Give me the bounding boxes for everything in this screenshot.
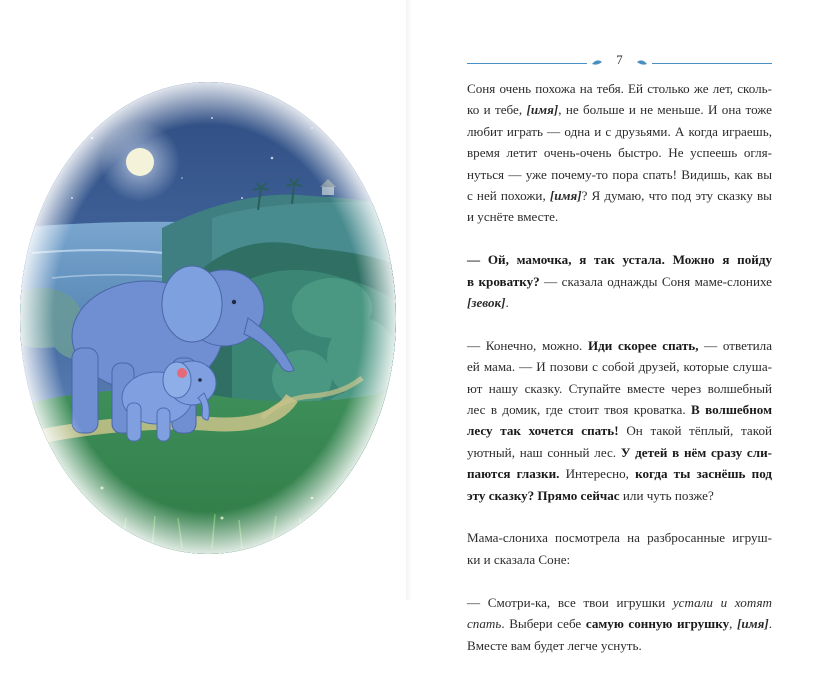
text-line [467, 356, 772, 377]
text-line [467, 78, 772, 99]
text-run: Соня очень похожа на тебя. Ей столько же лет, сколь- [467, 81, 772, 96]
text-run: ко и тебе, [467, 102, 527, 118]
text-line [467, 592, 772, 613]
text-line [467, 271, 772, 292]
name-placeholder: [имя] [526, 102, 559, 118]
text-line [467, 249, 772, 270]
text-run: ? Я думаю, что под эту сказку вы [581, 188, 772, 204]
text-run: — Смотри-ка, все твои игрушки [467, 594, 673, 610]
text-run: ей мама. — И позови с собой друзей, которые слуша- [467, 359, 772, 375]
text-run: спать [467, 616, 502, 632]
text-run: , [729, 616, 737, 632]
text-run: нуться — уже почему-то пора спать! Видишь, как вы [467, 166, 772, 182]
text-run: Мама-слониха посмотрела на разбросанные игруш- [467, 530, 772, 546]
text-run: ют нашу сказку. Ступайте вместе через волшебный [467, 380, 772, 396]
elephants-illustration [12, 78, 404, 558]
text-run: или чуть позже? [619, 487, 714, 503]
text-run: и уснёте вместе. [467, 209, 559, 225]
paragraph [467, 335, 772, 506]
text-run: любит играть — одна и с друзьями. А когда играешь, [467, 123, 772, 139]
text-line [467, 399, 772, 420]
text-line [467, 463, 772, 484]
text-line [467, 527, 772, 548]
text-line [467, 378, 772, 399]
text-run: самую сонную игрушку [585, 616, 730, 632]
name-placeholder: [зевок] [467, 295, 506, 311]
text-line [467, 292, 772, 313]
text-line [467, 164, 772, 185]
text-run: лесу так хочется спать! [467, 423, 619, 439]
text-run: лес в домик, где стоит твоя кроватка. [467, 402, 692, 418]
text-line [467, 121, 772, 142]
paragraph [467, 527, 772, 570]
page-header [467, 44, 772, 72]
text-run: устали и хотят [672, 594, 772, 610]
text-run: эту сказку? Прямо сейчас [467, 487, 620, 503]
leaf-ornament-icon [636, 57, 648, 69]
text-line [467, 485, 772, 506]
text-line [467, 635, 772, 656]
text-run: — Конечно, можно. [467, 337, 588, 353]
name-placeholder: [имя] [549, 188, 582, 204]
text-line [467, 142, 772, 163]
text-line [467, 185, 772, 206]
paragraph [467, 592, 772, 656]
text-line [467, 206, 772, 227]
story-text [467, 78, 772, 677]
text-run: — Ой, мамочка, я так устала. Можно я пойду [467, 252, 772, 268]
text-run: . [505, 295, 509, 311]
header-rule-right [652, 63, 772, 64]
paragraph [467, 78, 772, 228]
text-run: — ответила [698, 337, 773, 353]
text-run: уютный, наш сонный лес. [467, 444, 621, 460]
text-run: Вместе вам будет легче уснуть. [467, 637, 642, 653]
left-page [0, 0, 408, 600]
text-line [467, 99, 772, 120]
text-run: ки и сказала Соне: [467, 551, 571, 567]
text-run: паются глазки. [467, 466, 560, 482]
text-line [467, 442, 772, 463]
text-run: — сказала однажды Соня маме-слонихе [539, 273, 772, 289]
text-run: . [768, 616, 772, 632]
text-line [467, 335, 772, 356]
text-run: время летит очень-очень быстро. Не успеешь огля- [467, 145, 772, 161]
paragraph [467, 249, 772, 313]
text-line [467, 613, 772, 634]
text-run: Интересно, [559, 466, 636, 482]
text-run: Иди скорее спать, [588, 337, 699, 353]
text-run: У детей в нём сразу сли- [620, 444, 772, 460]
text-run: , не больше и не меньше. И она тоже [558, 102, 772, 118]
text-run: . Выбери себе [501, 616, 586, 632]
text-run: Он такой тёплый, такой [618, 423, 772, 439]
text-run: В волшебном [691, 402, 772, 418]
text-line [467, 420, 772, 441]
name-placeholder: [имя] [737, 616, 769, 632]
text-run: с ней похожи, [467, 188, 550, 204]
text-run: в кроватку? [467, 273, 540, 289]
text-run: когда ты заснёшь под [635, 466, 773, 482]
page-number: 7 [616, 52, 623, 67]
text-line [467, 549, 772, 570]
